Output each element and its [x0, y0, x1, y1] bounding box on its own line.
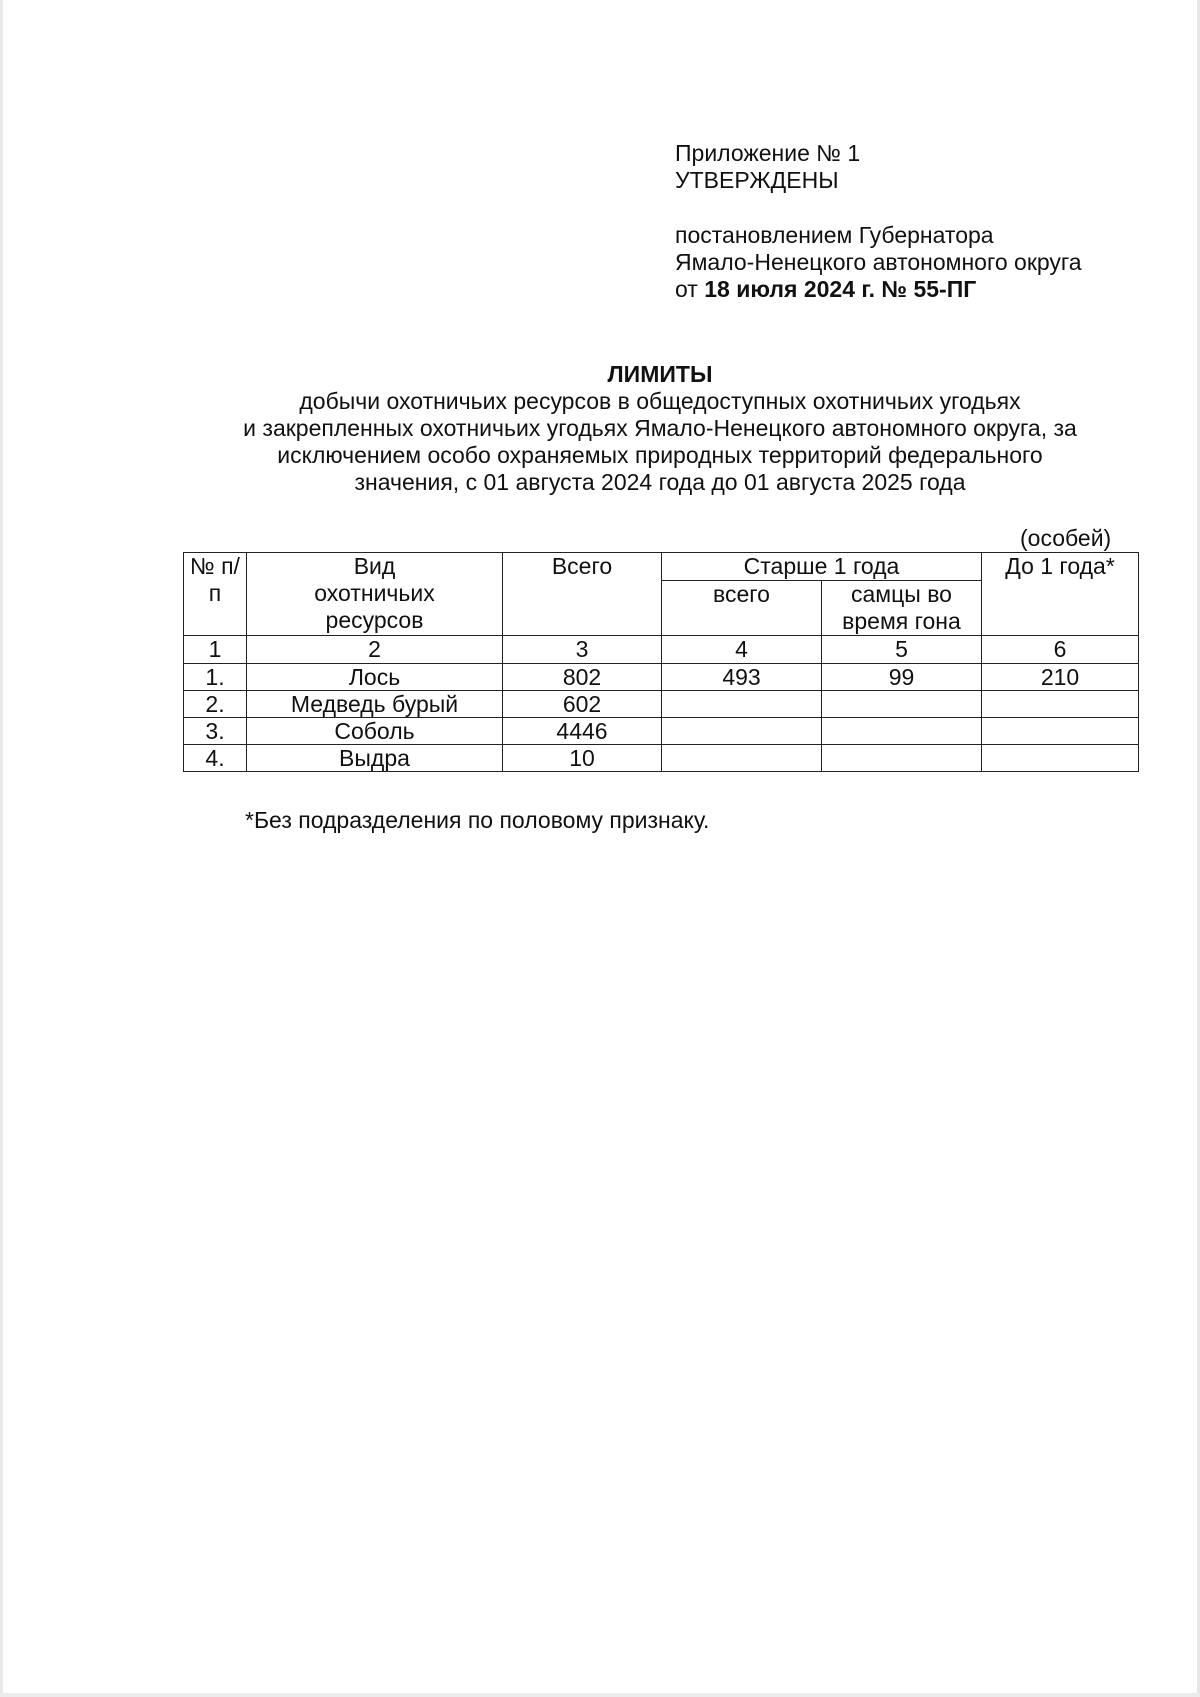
header-species: Вид охотничьих ресурсов [247, 553, 503, 636]
document-subtitle [160, 388, 1160, 496]
units-label: (особей) [1020, 525, 1112, 551]
row-total: 802 [503, 664, 662, 691]
table-row [184, 691, 1139, 718]
header-under-one: До 1 года* [982, 553, 1139, 636]
footnote: *Без подразделения по половому признаку. [245, 807, 710, 833]
approval-block [675, 140, 1082, 303]
column-number: 4 [662, 636, 822, 664]
row-num: 1. [184, 664, 247, 691]
row-num: 3. [184, 718, 247, 745]
table-row [184, 664, 1139, 691]
row-species: Лось [247, 664, 503, 691]
column-number-row [184, 636, 1139, 664]
row-older-total: 493 [662, 664, 822, 691]
scan-edge-left [0, 0, 3, 1697]
subtitle-line-4: значения, с 01 августа 2024 года до 01 августа 2025 года [354, 469, 966, 495]
subtitle-line-3: исключением особо охраняемых природных территорий федерального [277, 442, 1043, 468]
header-num: № п/п [184, 553, 247, 636]
header-older-males: самцы во время гона [822, 581, 982, 636]
decree-date-number: 18 июля 2024 г. № 55-ПГ [704, 276, 977, 302]
row-under-one: 210 [982, 664, 1139, 691]
row-older-males [822, 691, 982, 718]
approved-label: УТВЕРЖДЕНЫ [675, 167, 839, 193]
column-number: 3 [503, 636, 662, 664]
row-species: Выдра [247, 745, 503, 772]
row-older-total [662, 718, 822, 745]
row-older-total [662, 691, 822, 718]
row-under-one [982, 745, 1139, 772]
row-older-total [662, 745, 822, 772]
decree-line-2: Ямало-Ненецкого автономного округа [675, 249, 1082, 275]
annex-label: Приложение № 1 [675, 140, 861, 166]
row-species: Соболь [247, 718, 503, 745]
row-num: 2. [184, 691, 247, 718]
row-total: 602 [503, 691, 662, 718]
limits-table [183, 552, 1139, 772]
header-older-total: всего [662, 581, 822, 636]
column-number: 2 [247, 636, 503, 664]
subtitle-line-2: и закрепленных охотничьих угодьях Ямало-Ненецкого автономного округа, за [243, 415, 1077, 441]
row-num: 4. [184, 745, 247, 772]
row-species: Медведь бурый [247, 691, 503, 718]
decree-date-line [675, 276, 1082, 303]
subtitle-line-1: добычи охотничьих ресурсов в общедоступных охотничьих угодьях [299, 388, 1021, 414]
header-older: Старше 1 года [662, 553, 982, 581]
scan-edge-bottom [0, 1693, 1200, 1697]
row-under-one [982, 691, 1139, 718]
column-number: 6 [982, 636, 1139, 664]
table-row [184, 718, 1139, 745]
table-row [184, 745, 1139, 772]
row-under-one [982, 718, 1139, 745]
header-total: Всего [503, 553, 662, 636]
title-block [160, 360, 1160, 496]
decree-line-1: постановлением Губернатора [675, 222, 994, 248]
row-older-males [822, 745, 982, 772]
row-total: 10 [503, 745, 662, 772]
column-number: 1 [184, 636, 247, 664]
row-older-males [822, 718, 982, 745]
row-older-males: 99 [822, 664, 982, 691]
row-total: 4446 [503, 718, 662, 745]
document-title: ЛИМИТЫ [607, 361, 713, 387]
column-number: 5 [822, 636, 982, 664]
date-prefix: от [675, 276, 705, 302]
